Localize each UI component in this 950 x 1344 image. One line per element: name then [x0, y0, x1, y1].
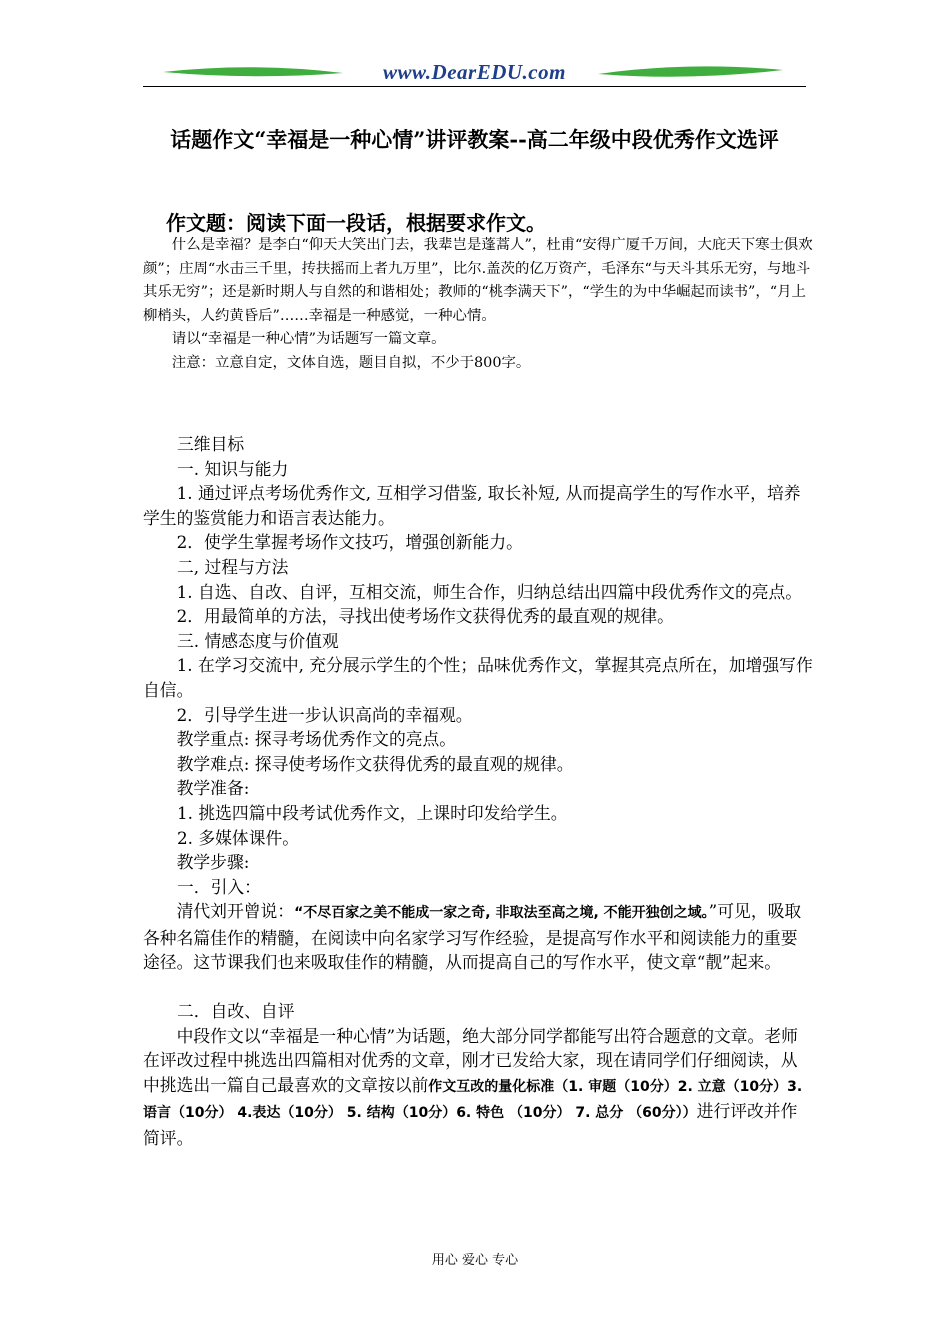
goals-title: 三维目标	[177, 434, 245, 454]
step1-intro: 清代刘开曾说：	[176, 901, 295, 922]
prep-title: 教学准备:	[176, 778, 250, 799]
paragraph: 1. 在学习交流中, 充分展示学生的个性；品味优秀作文，掌握其亮点所在，加增强写作自信。	[143, 655, 813, 700]
section-heading: 一. 知识与能力	[177, 458, 289, 479]
step2-end: 进行评改并作简评。	[143, 1101, 798, 1149]
prompt-note: 注意：立意自定，文体自选，题目自拟，不少于800字。	[171, 354, 531, 371]
paragraph	[143, 1024, 813, 1151]
paragraph: 1. 自选、自改、自评，互相交流，师生合作，归纳总结出四篇中段优秀作文的亮点。	[176, 581, 803, 602]
paragraph: 2．使学生掌握考场作文技巧，增强创新能力。	[176, 532, 523, 553]
prompt-passage: 什么是幸福？是李白“仰天大笑出门去，我辈岂是蓬蒿人”，杜甫“安得广厦千万间，大庇天下寒士俱欢颜”；庄周“水击三千里，抟扶摇而上者九万里”，比尔.盖茨的亿万资产，毛泽东“与天斗其乐无穷，与地斗其乐无穷”；还是新时期人与自然的和谐相处；教师的“桃李满天下”，“学生的为中华崛起而读书”，“月上柳梢头，人约黄昏后”……幸福是一种感觉，一种心情。	[143, 237, 813, 324]
prompt-heading: 作文题：阅读下面一段话，根据要求作文。	[166, 211, 546, 235]
step-heading: 二．自改、自评	[177, 1001, 295, 1022]
site-logo-text[interactable]: www.DearEDU.com	[383, 60, 566, 84]
page-title: 话题作文“幸福是一种心情”讲评教案--高二年级中段优秀作文选评	[170, 127, 779, 152]
section-heading: 三. 情感态度与价值观	[177, 630, 339, 651]
paragraph: 2．引导学生进一步认识高尚的幸福观。	[176, 704, 473, 725]
header-divider	[143, 86, 806, 87]
step2-text: 中段作文以“幸福是一种心情”为话题，绝大部分同学都能写出符合题意的文章。老师在评改过程中挑选出四篇相对优秀的文章，刚才已发给大家，现在请同学们仔细阅读，从中挑选出一篇自己最喜欢的文章按以前	[143, 1025, 798, 1095]
page-footer: 用心 爱心 专心	[431, 1253, 519, 1268]
step1-text: ”可见，吸取各种名篇佳作的精髓，在阅读中向名家学习写作经验，是提高写作水平和阅读能力的重要途径。这节课我们也来吸取佳作的精髓，从而提高自己的写作水平，使文章“靓”起来。	[143, 901, 802, 973]
step1-quote: “不尽百家之美不能成一家之奇, 非取法至高之境, 不能开独创之域。	[294, 905, 709, 922]
step-heading: 一．引入：	[177, 876, 261, 897]
spacer	[143, 975, 813, 999]
step2-items: （1. 审题（10分）2. 立意（10分）3. 语言（10分） 4.表达（10分） 5. 结构（10分）6. 特色 （10分） 7. 总分 （60分））	[143, 1078, 803, 1122]
steps-title: 教学步骤:	[176, 852, 250, 873]
paragraph: 2．用最简单的方法，寻找出使考场作文获得优秀的最直观的规律。	[176, 606, 674, 627]
site-header	[143, 58, 806, 92]
difficulty: 教学难点: 探寻使考场作文获得优秀的最直观的规律。	[176, 753, 574, 774]
prep-item: 2. 多媒体课件。	[177, 827, 300, 848]
prompt-task: 请以“幸福是一种心情”为话题写一篇文章。	[171, 331, 446, 347]
lesson-body	[143, 432, 813, 1151]
key-point: 教学重点: 探寻考场优秀作文的亮点。	[176, 729, 457, 750]
prompt-section	[143, 234, 813, 375]
section-heading: 二, 过程与方法	[177, 556, 289, 577]
paragraph	[143, 899, 813, 975]
step2-standard: 作文互改的量化标准	[428, 1078, 555, 1095]
prep-item: 1. 挑选四篇中段考试优秀作文，上课时印发给学生。	[177, 802, 568, 823]
paragraph: 1. 通过评点考场优秀作文, 互相学习借鉴, 取长补短, 从而提高学生的写作水平，培养学生的鉴赏能力和语言表达能力。	[143, 483, 801, 528]
